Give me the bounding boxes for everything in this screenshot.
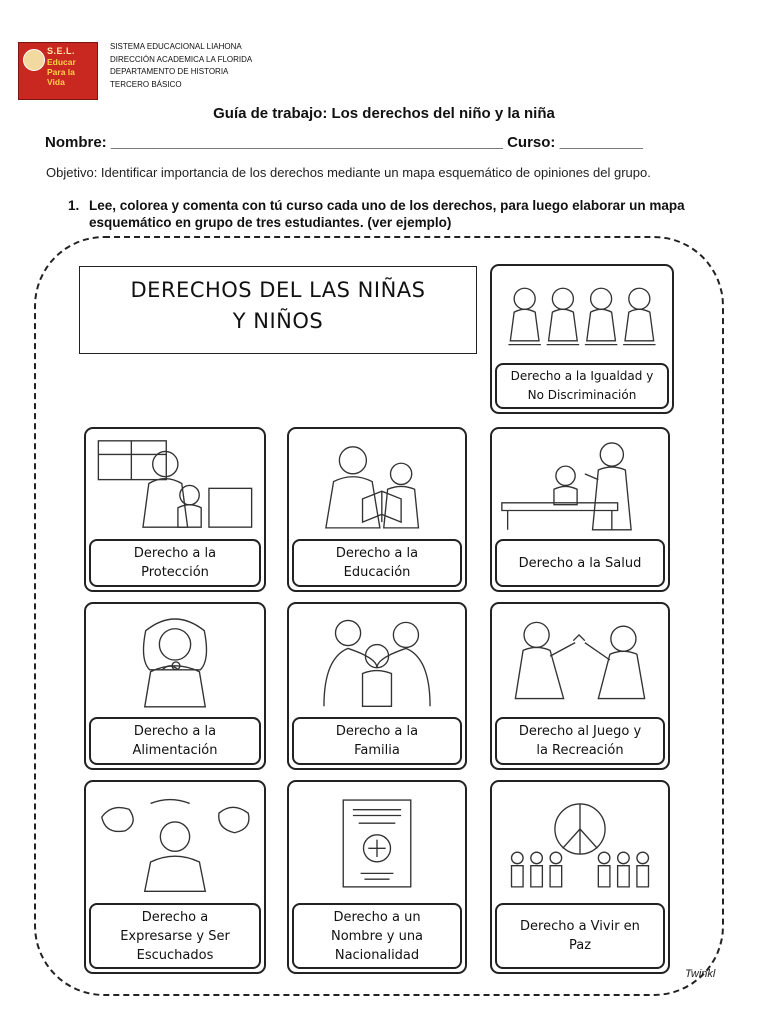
passport-illustration — [295, 788, 459, 897]
reading-book-illustration — [295, 435, 459, 532]
school-info — [110, 41, 252, 91]
right-card-play — [490, 602, 670, 770]
mother-hugging-child-illustration — [92, 435, 258, 532]
card-label: Derecho a la Educación — [292, 539, 462, 587]
school-line: SISTEMA EDUCACIONAL LIAHONA — [110, 42, 242, 51]
school-line: DEPARTAMENTO DE HISTORIA — [110, 67, 229, 76]
girl-eating-illustration — [92, 610, 258, 710]
right-card-expression — [84, 780, 266, 974]
right-card-education — [287, 427, 467, 592]
right-card-protection — [84, 427, 266, 592]
right-card-food — [84, 602, 266, 770]
school-logo — [18, 42, 98, 100]
school-line: DIRECCIÓN ACADEMICA LA FLORIDA — [110, 54, 253, 64]
instruction-text: Lee, colorea y comenta con tú curso cada uno de los derechos, para luego elaborar un mapa esquemático en grupo de tres estudiantes. (ver ejemplo) — [89, 198, 685, 230]
instruction-number: 1. — [68, 198, 80, 213]
right-card-name-nationality — [287, 780, 467, 974]
poster-title: DERECHOS DEL LAS NIÑAS Y NIÑOS — [130, 278, 426, 333]
card-label: Derecho a un Nombre y una Nacionalidad — [292, 903, 462, 969]
school-line: TERCERO BÁSICO — [110, 79, 182, 89]
card-label: Derecho a la Salud — [495, 539, 665, 587]
right-card-peace — [490, 780, 670, 974]
family-hug-illustration — [295, 610, 459, 710]
card-label: Derecho a la Protección — [89, 539, 261, 587]
objective-text: Objetivo: Identificar importancia de los derechos mediante un mapa esquemático de opiniones del grupo. — [46, 165, 651, 180]
right-card-health — [490, 427, 670, 592]
card-label: Derecho a Vivir en Paz — [495, 903, 665, 969]
logo-initials: S.E.L. — [47, 46, 76, 56]
peace-sign-group-illustration — [498, 788, 662, 897]
logo-words: Educar Para la Vida — [47, 57, 76, 87]
card-label: Derecho a la Familia — [292, 717, 462, 765]
card-label: Derecho a la Igualdad y No Discriminación — [495, 363, 669, 409]
child-speaking-illustration — [92, 788, 258, 897]
doctor-with-child-illustration — [498, 435, 662, 532]
worksheet-title: Guía de trabajo: Los derechos del niño y la niña — [213, 105, 555, 122]
children-sitting-illustration — [498, 272, 666, 358]
seal-icon — [23, 49, 45, 71]
card-label: Derecho a Expresarse y Ser Escuchados — [89, 903, 261, 969]
credit-text: Twinkl — [685, 968, 716, 980]
children-playing-illustration — [498, 610, 662, 710]
right-card-family — [287, 602, 467, 770]
name-course-line[interactable]: Nombre: _______________________________________________ Curso: __________ — [45, 134, 644, 151]
card-label: Derecho al Juego y la Recreación — [495, 717, 665, 765]
right-card-equality — [490, 264, 674, 414]
poster-title-box — [79, 266, 477, 354]
card-label: Derecho a la Alimentación — [89, 717, 261, 765]
